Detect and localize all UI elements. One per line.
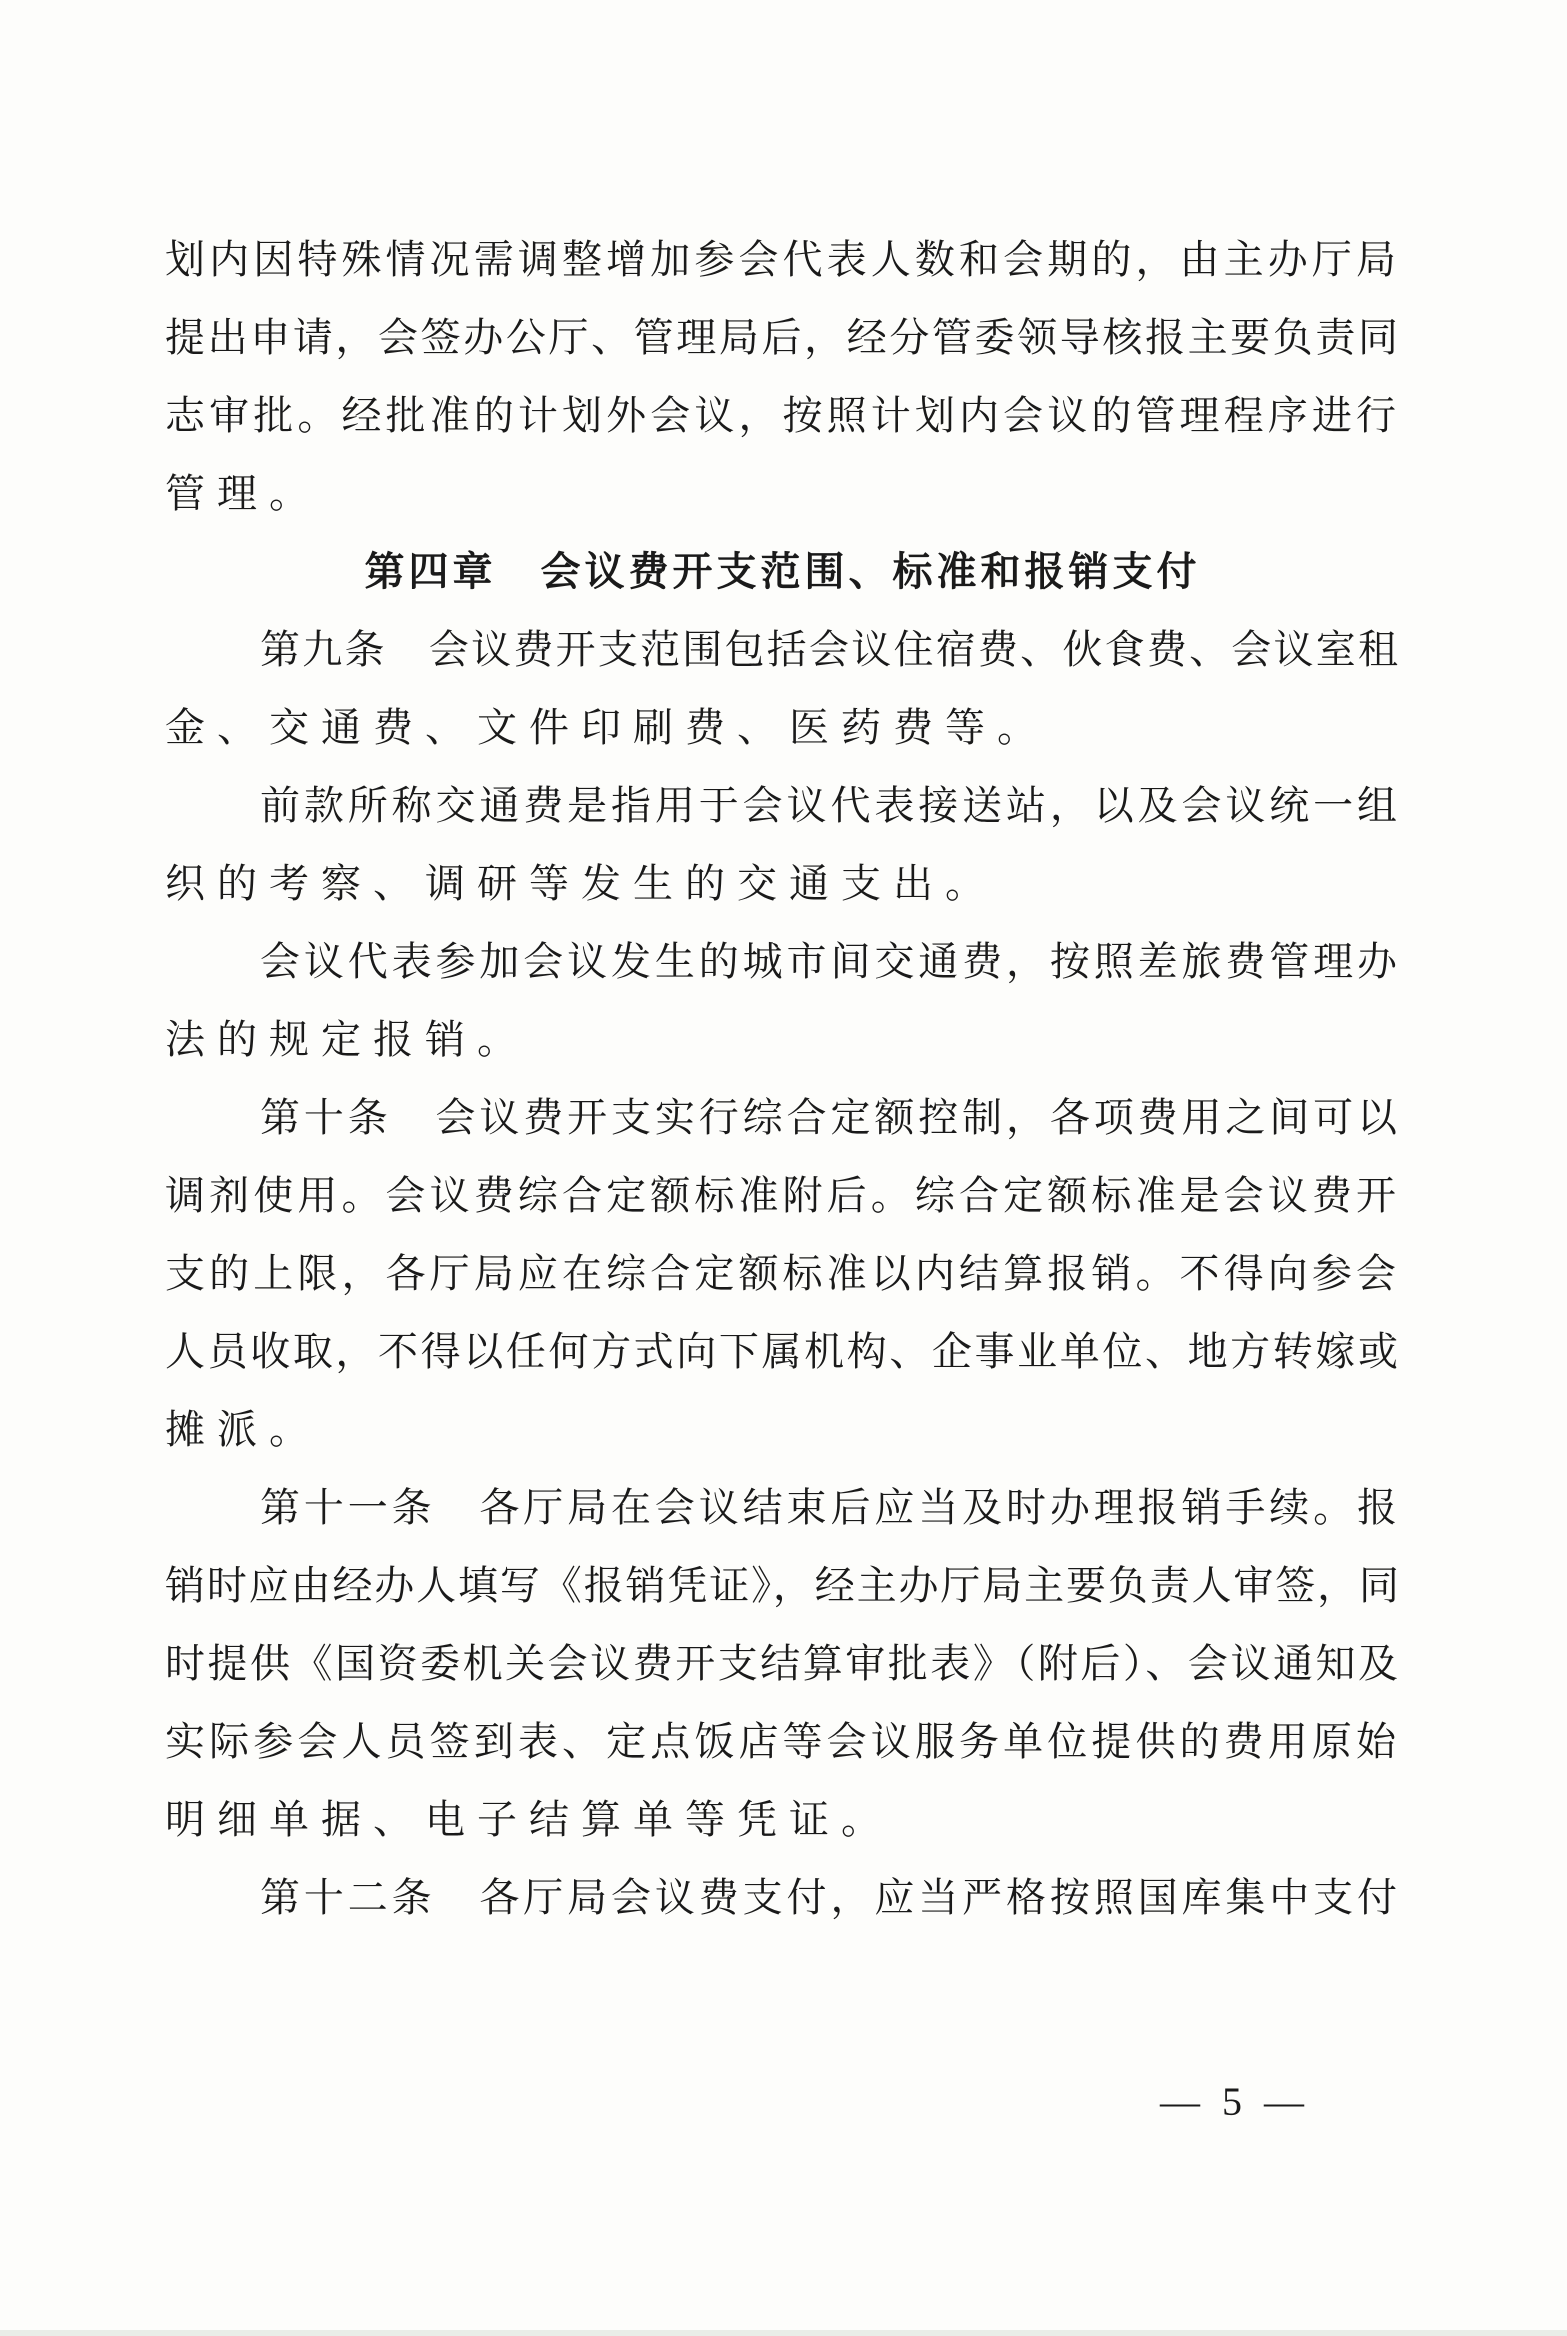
article-11-line: 第十一条 各厅局在会议结束后应当及时办理报销手续。报 [260, 1485, 1400, 1531]
article-10-line: 支的上限，各厅局应在综合定额标准以内结算报销。不得向参会 [165, 1251, 1400, 1297]
article-9-line: 金、交通费、文件印刷费、医药费等。 [165, 705, 1049, 751]
article-11-line: 时提供《国资委机关会议费开支结算审批表》（附后）、会议通知及 [165, 1641, 1400, 1687]
text-line: 管理。 [165, 471, 321, 517]
text-line: 志审批。经批准的计划外会议，按照计划内会议的管理程序进行 [165, 393, 1400, 439]
article-9-p3-line: 法的规定报销。 [165, 1017, 529, 1063]
article-10-line: 第十条 会议费开支实行综合定额控制，各项费用之间可以 [260, 1095, 1400, 1141]
article-12-line: 第十二条 各厅局会议费支付，应当严格按照国库集中支付 [260, 1875, 1400, 1921]
article-9-line: 第九条 会议费开支范围包括会议住宿费、伙食费、会议室租 [260, 627, 1400, 673]
text-line: 提出申请，会签办公厅、管理局后，经分管委领导核报主要负责同 [165, 315, 1400, 361]
article-10-line: 人员收取，不得以任何方式向下属机构、企事业单位、地方转嫁或 [165, 1329, 1400, 1375]
chapter-heading: 第四章 会议费开支范围、标准和报销支付 [364, 549, 1201, 595]
document-body [165, 237, 1400, 1956]
scan-edge-divider [0, 2330, 1567, 2336]
article-10-line: 调剂使用。会议费综合定额标准附后。综合定额标准是会议费开 [165, 1173, 1400, 1219]
page-number: — 5 — [1160, 2079, 1310, 2124]
article-11-line: 明细单据、电子结算单等凭证。 [165, 1797, 893, 1843]
article-9-p2-line: 织的考察、调研等发生的交通支出。 [165, 861, 997, 907]
article-9-p2-line: 前款所称交通费是指用于会议代表接送站，以及会议统一组 [260, 783, 1400, 829]
article-11-line: 销时应由经办人填写《报销凭证》，经主办厅局主要负责人审签，同 [165, 1563, 1400, 1609]
article-9-p3-line: 会议代表参加会议发生的城市间交通费，按照差旅费管理办 [260, 939, 1400, 985]
article-11-line: 实际参会人员签到表、定点饭店等会议服务单位提供的费用原始 [165, 1719, 1400, 1765]
text-line: 划内因特殊情况需调整增加参会代表人数和会期的，由主办厅局 [165, 237, 1400, 283]
article-10-line: 摊派。 [165, 1407, 321, 1453]
